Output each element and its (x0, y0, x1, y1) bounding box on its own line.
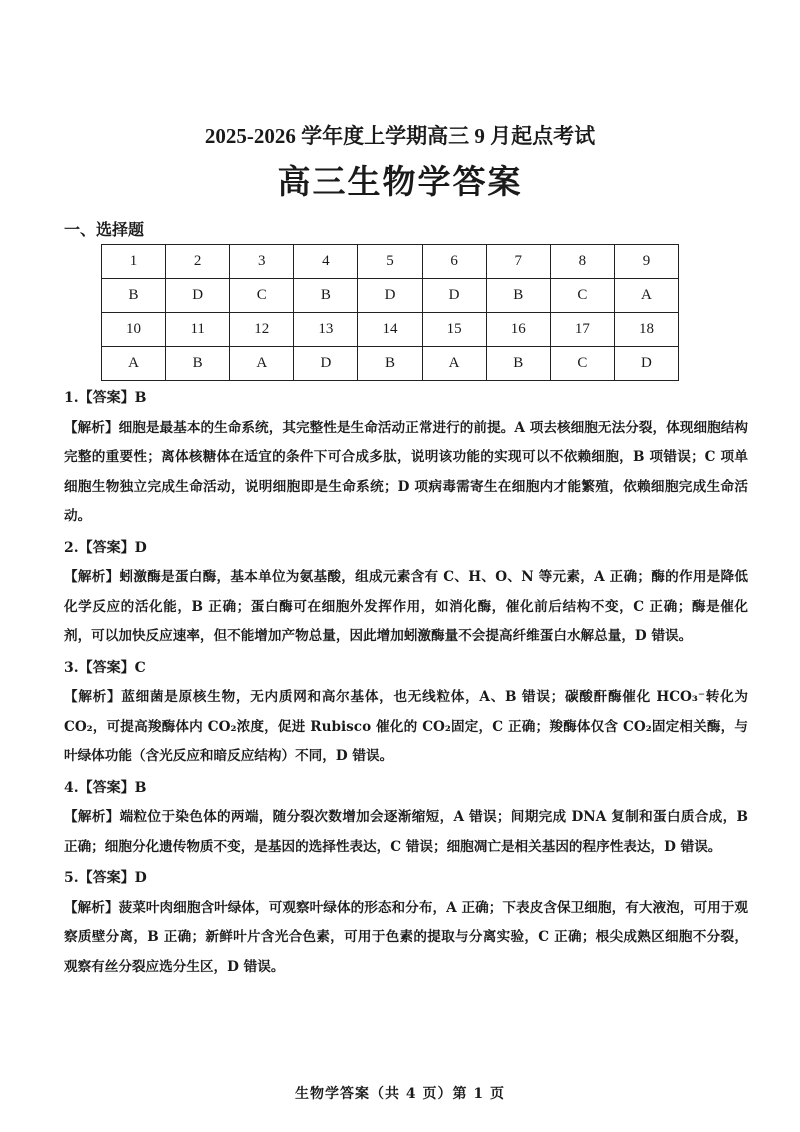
question-block (64, 774, 748, 863)
analysis-paragraph: 【解析】菠菜叶肉细胞含叶绿体，可观察叶绿体的形态和分布，A 正确；下表皮含保卫细胞，有大液泡，可用于观察质壁分离，B 正确；新鲜叶片含光合色素，可用于色素的提取与分离实验，C 正确；根尖成熟区细胞不分裂，观察有丝分裂应选分生区，D 错误。 (64, 899, 748, 975)
table-cell: B (486, 347, 550, 381)
document-title: 高三生物学答案 (277, 162, 523, 201)
table-cell: 15 (422, 313, 486, 347)
table-cell: B (486, 279, 550, 313)
table-cell: B (294, 279, 358, 313)
table-cell: 12 (230, 313, 294, 347)
table-cell: A (102, 347, 166, 381)
table-cell: A (230, 347, 294, 381)
table-cell: 2 (166, 245, 230, 279)
table-cell: D (422, 279, 486, 313)
answer-line: 4.【答案】B (64, 779, 147, 796)
answer-line: 2.【答案】D (64, 539, 147, 556)
table-row-question-numbers (102, 245, 679, 279)
table-row-answers (102, 347, 679, 381)
question-block (64, 864, 748, 982)
question-block (64, 534, 748, 652)
table-cell: 3 (230, 245, 294, 279)
table-row-answers (102, 279, 679, 313)
table-cell: B (166, 347, 230, 381)
table-cell: 7 (486, 245, 550, 279)
table-cell: C (550, 347, 614, 381)
table-cell: D (358, 279, 422, 313)
question-block (64, 384, 748, 532)
table-cell: A (422, 347, 486, 381)
answer-table (101, 244, 679, 381)
analysis-paragraph: 【解析】端粒位于染色体的两端，随分裂次数增加会逐渐缩短，A 错误；间期完成 DNA 复制和蛋白质合成，B 正确；细胞分化遗传物质不变，是基因的选择性表达，C 错误；细胞凋亡是相关基因的程序性表达，D 错误。 (64, 809, 748, 855)
table-cell: 13 (294, 313, 358, 347)
table-cell: 14 (358, 313, 422, 347)
question-block (64, 654, 748, 772)
table-cell: 10 (102, 313, 166, 347)
answer-line: 1.【答案】B (64, 390, 147, 406)
table-cell: D (614, 347, 678, 381)
table-cell: 4 (294, 245, 358, 279)
page-footer: 生物学答案（共 4 页）第 1 页 (295, 1086, 505, 1102)
table-cell: C (230, 279, 294, 313)
table-cell: A (614, 279, 678, 313)
table-cell: 17 (550, 313, 614, 347)
analysis-paragraph: 【解析】蓝细菌是原核生物，无内质网和高尔基体，也无线粒体，A、B 错误；碳酸酐酶催化 HCO₃⁻转化为 CO₂，可提高羧酶体内 CO₂浓度，促进 Rubisco 催化的 CO₂固定，C 正确；羧酶体仅含 CO₂固定相关酶，与叶绿体功能（含光反应和暗反应结构）不同，D 错误。 (64, 689, 748, 764)
exam-title: 2025-2026 学年度上学期高三 9 月起点考试 (204, 124, 596, 148)
table-cell: D (166, 279, 230, 313)
table-cell: C (550, 279, 614, 313)
table-row-question-numbers (102, 313, 679, 347)
table-cell: 5 (358, 245, 422, 279)
table-cell: 16 (486, 313, 550, 347)
table-cell: B (102, 279, 166, 313)
analysis-paragraph: 【解析】蚓激酶是蛋白酶，基本单位为氨基酸，组成元素含有 C、H、O、N 等元素，A 正确；酶的作用是降低化学反应的活化能，B 正确；蛋白酶可在细胞外发挥作用，如消化酶，催化前后结构不变，C 正确；酶是催化剂，可以加快反应速率，但不能增加产物总量，因此增加蚓激酶量不会提高纤维蛋白水解总量，D 错误。 (64, 569, 748, 644)
table-cell: 8 (550, 245, 614, 279)
answer-line: 3.【答案】C (64, 659, 146, 676)
table-cell: 11 (166, 313, 230, 347)
table-cell: 6 (422, 245, 486, 279)
table-cell: 1 (102, 245, 166, 279)
table-cell: D (294, 347, 358, 381)
table-cell: 9 (614, 245, 678, 279)
table-cell: B (358, 347, 422, 381)
section-heading: 一、选择题 (64, 220, 145, 239)
answer-line: 5.【答案】D (64, 870, 147, 886)
table-cell: 18 (614, 313, 678, 347)
analysis-paragraph: 【解析】细胞是最基本的生命系统，其完整性是生命活动正常进行的前提。A 项去核细胞无法分裂，体现细胞结构完整的重要性；离体核糖体在适宜的条件下可合成多肽，说明该功能的实现可以不依赖细胞，B 项错误；C 项单细胞生物独立完成生命活动，说明细胞即是生命系统；D 项病毒需寄生在细胞内才能繁殖，依赖细胞完成生命活动。 (64, 419, 748, 524)
answer-explanations (64, 382, 748, 984)
